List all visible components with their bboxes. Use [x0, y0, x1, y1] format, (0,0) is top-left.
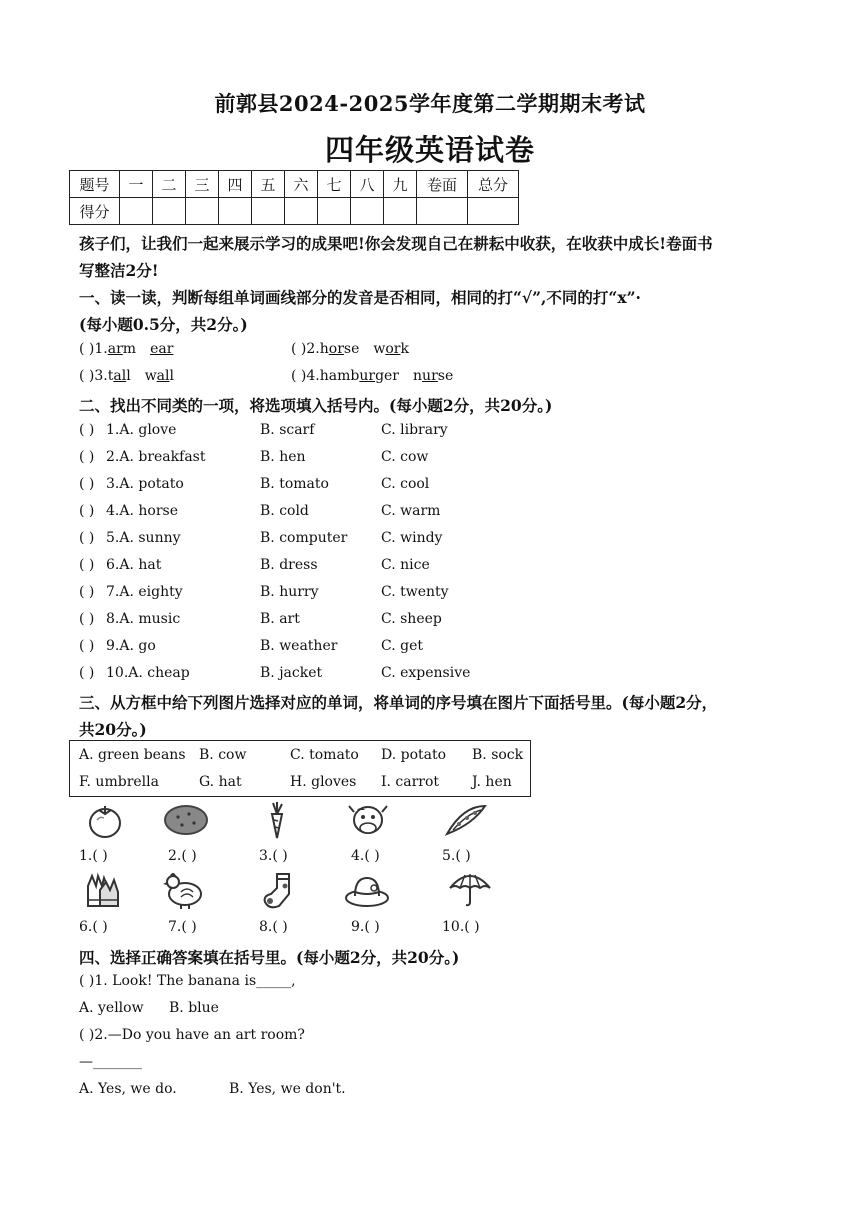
section2-item-option-c: C. nice	[381, 557, 430, 573]
section2-item-option-a: 7.A. eighty	[106, 584, 183, 600]
section4-question-2: ( )2.—Do you have an art room?	[79, 1027, 305, 1043]
section4-title: 四、选择正确答案填在括号里。(每小题2分，共20分。)	[79, 948, 460, 967]
section2-item-option-b: B. dress	[260, 557, 318, 573]
section2-item-option-b: B. computer	[260, 530, 348, 546]
section2-item-option-c: C. expensive	[381, 665, 471, 681]
section2-item-option-c: C. windy	[381, 530, 443, 546]
section1-title: 一、读一读，判断每组单词画线部分的发音是否相同，相同的打“√”,不同的打“x”·	[79, 288, 641, 307]
score-cell: 八	[351, 171, 384, 198]
score-cell: 卷面	[417, 171, 468, 198]
picture-answer-5[interactable]: 5.( )	[442, 848, 471, 864]
score-cell: 一	[120, 171, 153, 198]
picture-answer-7[interactable]: 7.( )	[168, 919, 197, 935]
cow-icon	[345, 800, 391, 840]
picture-answer-4[interactable]: 4.( )	[351, 848, 380, 864]
section4-q2-answer-blank[interactable]: —_______	[79, 1054, 142, 1070]
section1-item-4: ( )4.hamburger nurse	[291, 368, 454, 384]
section2-item-answer-paren[interactable]: ( )	[79, 476, 95, 492]
section2-item-option-b: B. weather	[260, 638, 338, 654]
section2-item-answer-paren[interactable]: ( )	[79, 449, 95, 465]
picture-answer-1[interactable]: 1.( )	[79, 848, 108, 864]
section2-title: 二、找出不同类的一项，将选项填入括号内。(每小题2分，共20分。)	[79, 396, 553, 415]
section2-item-option-b: B. tomato	[260, 476, 329, 492]
section2-item-option-c: C. get	[381, 638, 423, 654]
score-row-label: 得分	[70, 198, 120, 225]
section4-q1-option-b: B. blue	[169, 1000, 219, 1016]
picture-answer-10[interactable]: 10.( )	[442, 919, 480, 935]
word-bank-option: D. potato	[381, 747, 447, 763]
word-bank-option: A. green beans	[79, 747, 186, 763]
score-cell: 题号	[70, 171, 120, 198]
score-cell: 三	[186, 171, 219, 198]
section1-subtitle: (每小题0.5分，共2分。)	[79, 315, 248, 334]
tomato-icon	[82, 800, 128, 840]
section4-q2-option-b: B. Yes, we don't.	[229, 1081, 346, 1097]
score-input-cell[interactable]	[318, 198, 351, 225]
word-bank-option: G. hat	[199, 774, 242, 790]
green-beans-icon	[443, 800, 489, 840]
section3-subtitle: 共20分。)	[79, 720, 147, 739]
picture-answer-8[interactable]: 8.( )	[259, 919, 288, 935]
section2-item-answer-paren[interactable]: ( )	[79, 557, 95, 573]
section4-q1-option-a: A. yellow	[79, 1000, 144, 1016]
score-cell: 七	[318, 171, 351, 198]
score-cell: 六	[285, 171, 318, 198]
section2-item-option-c: C. twenty	[381, 584, 449, 600]
sock-icon	[255, 870, 301, 910]
answer-paren[interactable]: ( )4.	[291, 368, 320, 384]
section2-item-answer-paren[interactable]: ( )	[79, 665, 95, 681]
section2-item-option-a: 2.A. breakfast	[106, 449, 206, 465]
section1-item-3: ( )3.tall wall	[79, 368, 174, 384]
score-input-cell[interactable]	[252, 198, 285, 225]
umbrella-icon	[447, 868, 493, 908]
hen-icon	[161, 870, 207, 910]
section2-item-option-a: 1.A. glove	[106, 422, 177, 438]
intro-line-2: 写整洁2分!	[79, 261, 159, 280]
section2-item-answer-paren[interactable]: ( )	[79, 503, 95, 519]
section2-item-option-c: C. warm	[381, 503, 441, 519]
score-cell: 四	[219, 171, 252, 198]
score-cell: 总分	[468, 171, 519, 198]
section2-item-option-a: 9.A. go	[106, 638, 156, 654]
score-input-cell[interactable]	[417, 198, 468, 225]
word-bank-option: H. gloves	[290, 774, 357, 790]
word-bank-option: B. cow	[199, 747, 247, 763]
score-input-cell[interactable]	[384, 198, 417, 225]
section2-item-option-a: 5.A. sunny	[106, 530, 181, 546]
carrot-icon	[254, 800, 300, 840]
word-bank-option: J. hen	[472, 774, 512, 790]
section1-item-2: ( )2.horse work	[291, 341, 409, 357]
picture-answer-6[interactable]: 6.( )	[79, 919, 108, 935]
paper-title: 四年级英语试卷	[324, 133, 535, 167]
score-input-cell[interactable]	[153, 198, 186, 225]
section2-item-option-c: C. library	[381, 422, 448, 438]
section3-title: 三、从方框中给下列图片选择对应的单词，将单词的序号填在图片下面括号里。(每小题2分，	[79, 693, 718, 712]
hat-icon	[344, 870, 390, 910]
section2-item-option-a: 10.A. cheap	[106, 665, 190, 681]
section2-item-option-b: B. hen	[260, 449, 306, 465]
section2-item-option-a: 8.A. music	[106, 611, 181, 627]
picture-answer-2[interactable]: 2.( )	[168, 848, 197, 864]
score-table-header-row	[70, 171, 519, 198]
section2-item-option-c: C. cool	[381, 476, 430, 492]
section2-item-option-a: 6.A. hat	[106, 557, 162, 573]
score-cell: 二	[153, 171, 186, 198]
score-input-cell[interactable]	[468, 198, 519, 225]
score-input-cell[interactable]	[285, 198, 318, 225]
score-input-cell[interactable]	[351, 198, 384, 225]
section2-item-option-c: C. cow	[381, 449, 429, 465]
section2-item-option-a: 3.A. potato	[106, 476, 184, 492]
section2-item-option-b: B. art	[260, 611, 300, 627]
section2-item-answer-paren[interactable]: ( )	[79, 530, 95, 546]
picture-answer-9[interactable]: 9.( )	[351, 919, 380, 935]
section2-item-answer-paren[interactable]: ( )	[79, 584, 95, 600]
word-bank-option: F. umbrella	[79, 774, 159, 790]
word-bank-option: I. carrot	[381, 774, 440, 790]
section2-item-answer-paren[interactable]: ( )	[79, 638, 95, 654]
word-bank-option: B. sock	[472, 747, 524, 763]
section2-item-option-b: B. jacket	[260, 665, 323, 681]
word-bank-option: C. tomato	[290, 747, 359, 763]
answer-paren[interactable]: ( )1.	[79, 341, 108, 357]
potato-icon	[163, 800, 209, 840]
gloves-icon	[80, 870, 126, 910]
section2-item-option-b: B. scarf	[260, 422, 315, 438]
score-table-score-row	[70, 198, 519, 225]
section2-item-option-b: B. hurry	[260, 584, 319, 600]
section2-item-answer-paren[interactable]: ( )	[79, 611, 95, 627]
picture-answer-3[interactable]: 3.( )	[259, 848, 288, 864]
score-table	[69, 170, 519, 225]
score-cell: 五	[252, 171, 285, 198]
section4-q2-option-a: A. Yes, we do.	[79, 1081, 177, 1097]
section2-item-answer-paren[interactable]: ( )	[79, 422, 95, 438]
exam-title: 前郭县2024-2025学年度第二学期期末考试	[214, 91, 646, 116]
score-input-cell[interactable]	[120, 198, 153, 225]
intro-line-1: 孩子们，让我们一起来展示学习的成果吧!你会发现自己在耕耘中收获，在收获中成长!卷面书	[79, 234, 713, 253]
section2-item-option-c: C. sheep	[381, 611, 442, 627]
score-input-cell[interactable]	[219, 198, 252, 225]
score-cell: 九	[384, 171, 417, 198]
answer-paren[interactable]: ( )3.	[79, 368, 108, 384]
section2-item-option-a: 4.A. horse	[106, 503, 178, 519]
section2-item-option-b: B. cold	[260, 503, 309, 519]
section4-question-1: ( )1. Look! The banana is_____,	[79, 973, 296, 989]
section1-item-1: ( )1.arm ear	[79, 341, 174, 357]
score-input-cell[interactable]	[186, 198, 219, 225]
answer-paren[interactable]: ( )2.	[291, 341, 320, 357]
